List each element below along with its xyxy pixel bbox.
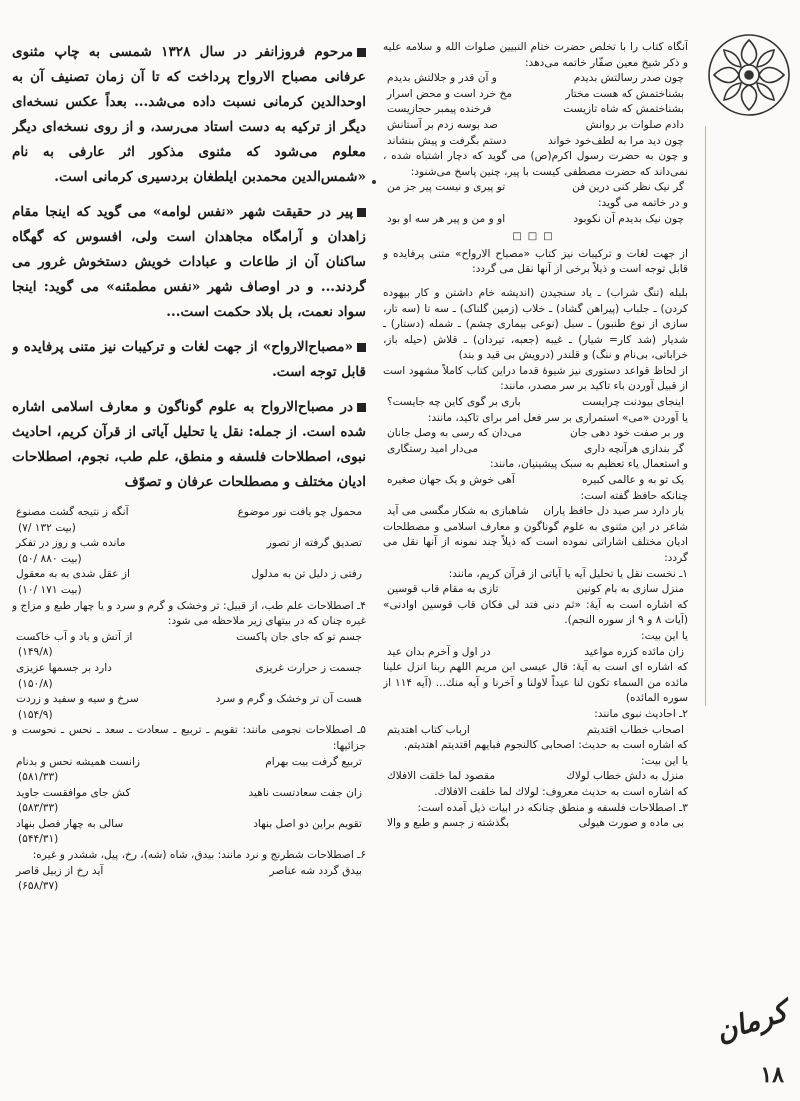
verse-reference: (۶۵۸/۳۷) <box>18 880 59 893</box>
left-body <box>12 505 366 895</box>
verse: ور بر صفت خود دهی جان می‌دان که رسی به وصل جانان <box>387 427 684 440</box>
verse-reference: (۱۰/ بیت ۱۷۱) <box>18 583 82 596</box>
highlight-block: در مصباح‌الارواح به علوم گوناگون و معارف اسلامی اشاره شده است. از جمله: نقل یا تحلیل آیاتی از قرآن کریم، احادیث نبوی، اصطلاحات فلسفه و منطق، علم طب، نجوم، اصطلاحات ادیان مختلف و مصطلحات عرفان و تصوّف <box>12 399 366 490</box>
square-bullet-icon <box>357 343 366 352</box>
decorative-dot <box>372 180 376 184</box>
verse: جسم تو که جای جان پاکست از آتش و باد و آب خاکست <box>16 630 362 643</box>
verse: بی ماده و صورت هیولی بگذشته ز جسم و طبع و والا <box>387 817 684 830</box>
paragraph: ۴ـ اصطلاحات علم طب، از قبیل: تر وخشک و گرم و سرد و یا چهار طبع و مزاج و غیره چنان که در بیتهای زیر ملاحظه می شود: <box>12 599 366 628</box>
verse: هست آن تر وخشک و گرم و سرد سرخ و سیه و سفید و زردت <box>16 693 362 706</box>
paragraph: که اشاره است به آیهٔ: «ثم دنی فتد لی فکان قاب قوسین اوادنی» (آیات ۸ و ۹ از سوره النجم). <box>383 598 688 627</box>
highlight-block: پیر در حقیقت شهر «نفس لوامه» می گوید که اینجا مقام زاهدان و آرامگاه مجاهدان است ولی، افسوس که گهگاه ساکنان آن از طاعات و عبادات خویش دستخوش غرور می گردند... و در اوصاف شهر «نفس مطمئنه» می گوید: اینجا سواد نعمت، بل بلاد حکمت است... <box>12 204 366 320</box>
paragraph: ۱ـ نخست نقل یا تحلیل آیه یا آیاتی از قرآن کریم، مانند: <box>448 567 688 580</box>
verse: بیدق گردد شه عناصر آید رخ از زبیل قاصر <box>16 864 362 877</box>
verse-reference: (۱۵۴/۹) <box>18 708 53 721</box>
paragraph: چنانکه حافظ گفته است: <box>580 489 688 502</box>
verse: گر نیک نظر کنی درین فن تو پیری و نیست پیر جز من <box>387 181 684 194</box>
verse: اصحاب خطاب اقتدیتم ارباب کتاب اهتدیتم <box>387 723 684 736</box>
verses-a <box>383 71 688 149</box>
paragraph: و استعمال یاء تعظیم به سبک پیشینیان، مانند: <box>490 458 688 471</box>
verse-reference: (۵۸۱/۳۳) <box>18 771 59 784</box>
verse: رفتی ز دلیل تن به مدلول از عقل شدی به به معقول <box>16 568 362 581</box>
verse: یار دارد سر صید دل حافظ یاران شاهبازی به شکار مگسی می آید <box>387 505 684 518</box>
left-column <box>12 40 366 1085</box>
verse: تصدیق گرفته از تصور مانده شب و روز در تفکر <box>16 537 362 550</box>
paragraph: و در خاتمه می گوید: <box>597 196 688 209</box>
paragraph: شاعر در این مثنوی به علوم گوناگون و معارف اسلامی و مصطلحات ادیان مختلف اشاراتی نموده است که ذیلاً چند نمونه از آنها نقل می گردد: <box>383 520 688 564</box>
paragraph: و چون به حضرت رسول اکرم(ص) می گوید که دچار اشتباه شده ، نمی‌داند که حضرت مصطفی کیست با پیر، چنین پاسخ می‌شنود: <box>383 150 688 178</box>
verse-reference: (۷/ بیت ۱۳۲) <box>18 521 76 534</box>
section-separator: □□□ <box>512 231 559 243</box>
paragraph: بلبله (تنگ شراب) ـ یاد سنجیدن (اندیشه خام داشتن و کار بیهوده کردن) ـ جلباب (پیراهن گشاد) ـ خلاب (زمین گلناک) ـ سه تا (سه تار، سازی از نوع طنبور) ـ سبل (نوعی بیماری چشم) ـ شمله (دستار) ـ شدیار (شد کار= شیار) ـ غیبه (جعبه، تیردان) ـ قلاش (حیله باز، خراباتی، بی‌نام و ننگ) و قلندر (درویش بی قید و بند) <box>383 286 688 362</box>
magazine-logo: کرمان <box>711 994 792 1049</box>
paragraph: یا این بیت: <box>641 629 688 642</box>
verse: منزل به دلش خطاب لولاك مقصود لما خلقت الافلاك <box>387 770 684 783</box>
page-number: ۱۸ <box>760 1062 784 1088</box>
flower-ornament-icon <box>706 32 792 118</box>
verse-reference: (۵۴۴/۳۱) <box>18 833 59 846</box>
verse: یک تو به و عالمی کبیره آهی خوش و یک جهان صغیره <box>387 474 684 487</box>
paragraph: ۵ـ اصطلاحات نجومی مانند: تقویم ـ تربیع ـ سعادت ـ سعد ـ نحس ـ نحوست و جزائیها: <box>12 724 366 752</box>
verse: زان جفت سعادتست ناهید کش جای موافقست جاوید <box>16 786 362 799</box>
intro-paragraph: آنگاه کتاب را با تخلص حضرت ختام النبیین صلوات الله و سلامه علیه و ذکر شیخ معین صفّار خاتمه می‌دهد: <box>383 41 688 69</box>
square-bullet-icon <box>357 48 366 57</box>
verse: منزل سازی به بام کونین تازی به مقام قاب قوسین <box>387 583 684 596</box>
verse-reference: (۱۵۰/۸) <box>18 677 53 690</box>
paragraph: که اشاره است به حدیث معروف: لولاك لما خلقت الافلاك. <box>434 785 688 798</box>
highlight-block: «مصباح‌الارواح» از جهت لغات و ترکیبات نیز متنی پرفایده و قابل توجه است. <box>12 339 366 380</box>
paragraph: که اشاره است به حدیث: اصحابی کالنجوم فبایهم اقتدیتم اهتدیتم. <box>403 739 688 752</box>
paragraph: ۳ـ اصطلاحات فلسفه و منطق چنانکه در ابیات ذیل آمده است: <box>417 801 688 814</box>
verse: اینجای بیودنت چرایست باری بر گوی کاین چه جایست؟ <box>387 396 684 409</box>
paragraph: ۲ـ احادیث نبوی مانند: <box>594 707 688 720</box>
verse: تقویم براین دو اصل بنهاد سالی به چهار فصل بنهاد <box>16 817 362 830</box>
decorative-divider <box>705 126 706 706</box>
paragraph: از لحاظ قواعد دستوری نیز شیوهٔ قدما دراین کتاب کاملاً مشهود است از قبیل آوردن باء تاکید بر سر مصدر، مانند: <box>383 364 688 393</box>
verse: چون نیک بدیدم آن نکوبود او و من و پیر هر سه او بود <box>387 212 684 225</box>
verse: دادم صلوات بر روانش صد بوسه زدم بر آستانش <box>387 118 684 131</box>
paragraph: ۶ـ اصطلاحات شطرنج و نرد مانند: بیدق، شاه (شه)، رخ، پیل، ششدر و غیره: <box>32 849 366 862</box>
verse: چون دید مرا به لطف‌خود خواند دستم بگرفت و پیش بنشاند <box>387 134 684 147</box>
verse: بشناختمش که هست مختار مخ خرد است و محض اسرار <box>387 87 684 100</box>
paragraph: یا این بیت: <box>641 754 688 767</box>
verse: جسمت ز حرارت غریزی دارد بر جسمها عزیزی <box>16 661 362 674</box>
verse: بشناختمش که شاه تازیست فرخنده پیمبر حجازیست <box>387 103 684 116</box>
verse: محمول چو یافت نور موضوع آنگه ز نتیجه گشت مصنوع <box>16 506 362 518</box>
right-column <box>383 40 688 1060</box>
paragraph: که اشاره ای است به آیهٔ: قال عیسی ابن مریم اللهم ربنا انزل علینا مائده من السماء تکون لنا عیداً لاولنا و آخرنا و آیه منك... (آیه ۱۱۴ از سوره المائده) <box>383 661 688 705</box>
highlight-block: مرحوم فروزانفر در سال ۱۳۲۸ شمسی به چاپ مثنوی عرفانی مصباح الارواح پرداخت که تا آن زمان تصنیف آن به اوحدالدین کرمانی نسبت داده می‌شد... بعداً عکس نسخه‌ای دیگر از ترکیه به دست استاد می‌رسد، و از روی نسخه‌ای دیگر معلوم می‌شود که مثنوی مذکور اثر عارفی به نام «شمس‌الدین محمدبن ایلطغان بردسیری کرمانی است. <box>12 44 366 185</box>
verse-reference: (۱۴۹/۸) <box>18 646 53 659</box>
verse: تربیع گرفت بیت بهرام زانست همیشه نحس و بدنام <box>16 755 362 768</box>
verse: گر بندازی هرآنچه داری می‌دار امید رستگاری <box>387 442 684 455</box>
square-bullet-icon <box>357 403 366 412</box>
paragraph: یا آوردن «می» استمراری بر سر فعل امر برای تاکید، مانند: <box>427 411 688 424</box>
square-bullet-icon <box>357 208 366 217</box>
verse-reference: (۵۰/ بیت ۸۸۰) <box>18 552 82 565</box>
paragraph: از جهت لغات و ترکیبات نیز کتاب «مصباح الارواح» متنی پرفایده و قابل توجه است و ذیلاً برخی از آنها نقل می گردد: <box>383 247 688 276</box>
verse: چون صدر رسالتش بدیدم و آن قدر و جلالتش بدیدم <box>387 72 684 85</box>
verse-reference: (۵۸۳/۳۳) <box>18 802 59 815</box>
verse: زان مائده کزره مواعید در اول و آخرم بدان عید <box>387 645 684 658</box>
